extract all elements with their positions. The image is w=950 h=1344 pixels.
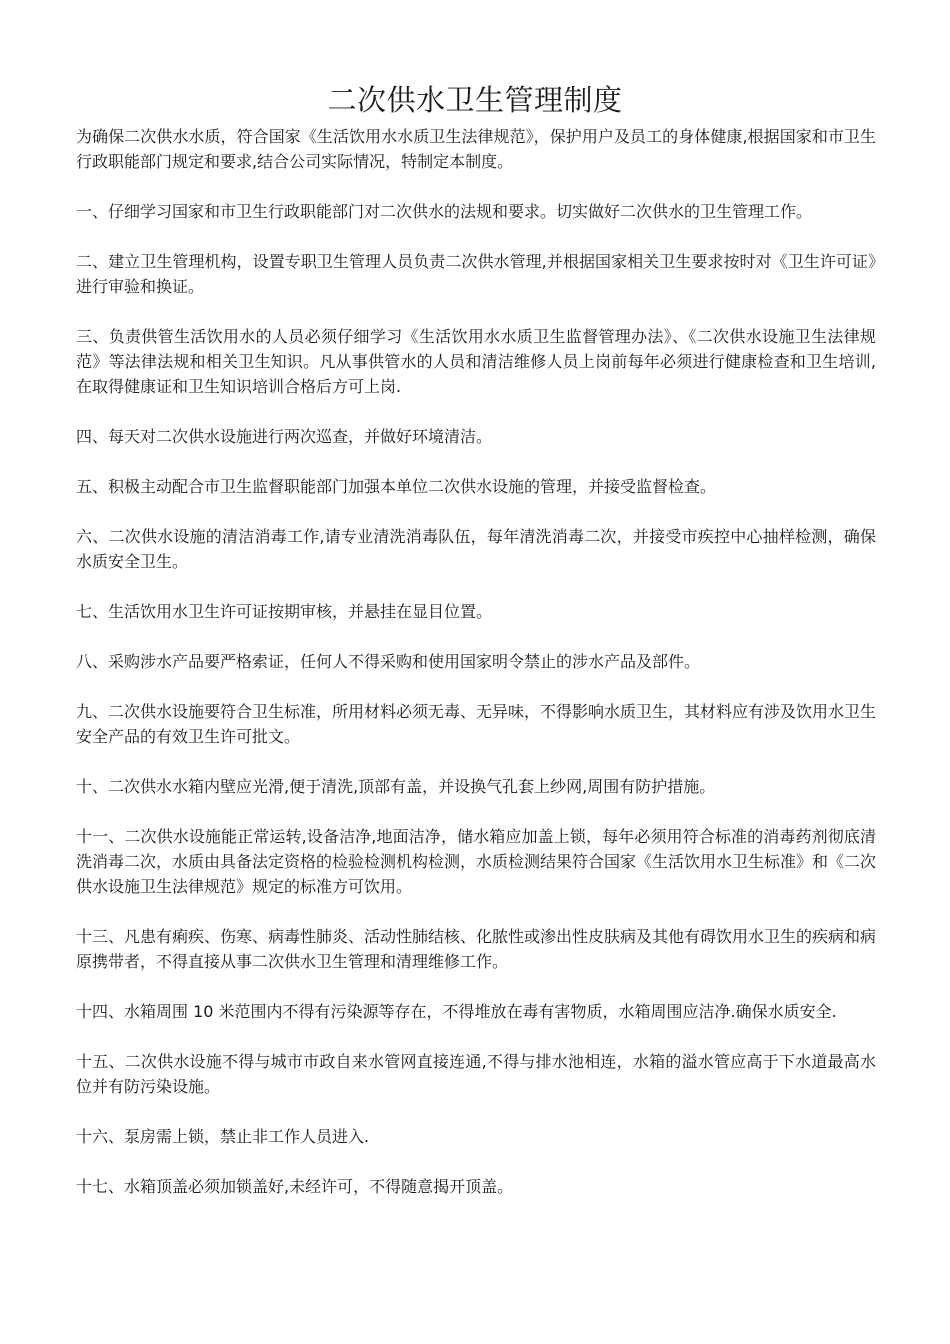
document-title: 二次供水卫生管理制度 xyxy=(327,83,623,117)
rule-item: 七、生活饮用水卫生许可证按期审核，并悬挂在显目位置。 xyxy=(76,602,493,621)
rule-item: 十七、水箱顶盖必须加锁盖好,未经许可，不得随意揭开顶盖。 xyxy=(76,1177,514,1196)
rule-item: 十六、泵房需上锁，禁止非工作人员进入. xyxy=(76,1127,370,1146)
rule-item: 一、仔细学习国家和市卫生行政职能部门对二次供水的法规和要求。切实做好二次供水的卫生管理工作。 xyxy=(76,202,813,221)
rule-item: 十三、凡患有痢疾、伤寒、病毒性肺炎、活动性肺结核、化脓性或渗出性皮肤病及其他有碍饮用水卫生的疾病和病原携带者，不得直接从事二次供水卫生管理和清理维修工作。 xyxy=(76,927,877,971)
rule-item: 二、建立卫生管理机构，设置专职卫生管理人员负责二次供水管理,并根据国家相关卫生要求按时对《卫生许可证》进行审验和换证。 xyxy=(76,252,876,296)
rule-item: 四、每天对二次供水设施进行两次巡查，并做好环境清洁。 xyxy=(76,427,493,446)
intro-paragraph: 为确保二次供水水质，符合国家《生活饮用水水质卫生法律规范》，保护用户及员工的身体健康,根据国家和市卫生行政职能部门规定和要求,结合公司实际情况，特制定本制度。 xyxy=(76,127,876,171)
rule-item: 十四、水箱周围 10 米范围内不得有污染源等存在，不得堆放在毒有害物质，水箱周围应洁净.确保水质安全. xyxy=(76,1002,837,1021)
rule-item: 十、二次供水水箱内壁应光滑,便于清洗,顶部有盖，并设换气孔套上纱网,周围有防护措施。 xyxy=(76,777,716,796)
rule-item: 六、二次供水设施的清洁消毒工作,请专业清洗消毒队伍，每年清洗消毒二次，并接受市疾控中心抽样检测，确保水质安全卫生。 xyxy=(76,527,876,571)
rule-item: 八、采购涉水产品要严格索证，任何人不得采购和使用国家明令禁止的涉水产品及部件。 xyxy=(76,652,701,671)
rule-item: 十一、二次供水设施能正常运转,设备洁净,地面洁净，储水箱应加盖上锁，每年必须用符合标准的消毒药剂彻底清洗消毒二次，水质由具备法定资格的检验检测机构检测，水质检测结果符合国家《生活饮用水卫生标准》和《二次供水设施卫生法律规范》规定的标准方可饮用。 xyxy=(76,827,877,896)
document-body xyxy=(76,124,876,1224)
rule-item: 五、积极主动配合市卫生监督职能部门加强本单位二次供水设施的管理，并接受监督检查。 xyxy=(76,477,717,496)
rule-item: 三、负责供管生活饮用水的人员必须仔细学习《生活饮用水水质卫生监督管理办法》、《二次供水设施卫生法律规范》等法律法规和相关卫生知识。凡从事供管水的人员和清洁维修人员上岗前每年必须进行健康检查和卫生培训,在取得健康证和卫生知识培训合格后方可上岗. xyxy=(76,327,876,396)
rule-item: 十五、二次供水设施不得与城市市政自来水管网直接连通,不得与排水池相连，水箱的溢水管应高于下水道最高水位并有防污染设施。 xyxy=(76,1052,876,1096)
rule-item: 九、二次供水设施要符合卫生标准，所用材料必须无毒、无异味，不得影响水质卫生，其材料应有涉及饮用水卫生安全产品的有效卫生许可批文。 xyxy=(76,702,877,746)
